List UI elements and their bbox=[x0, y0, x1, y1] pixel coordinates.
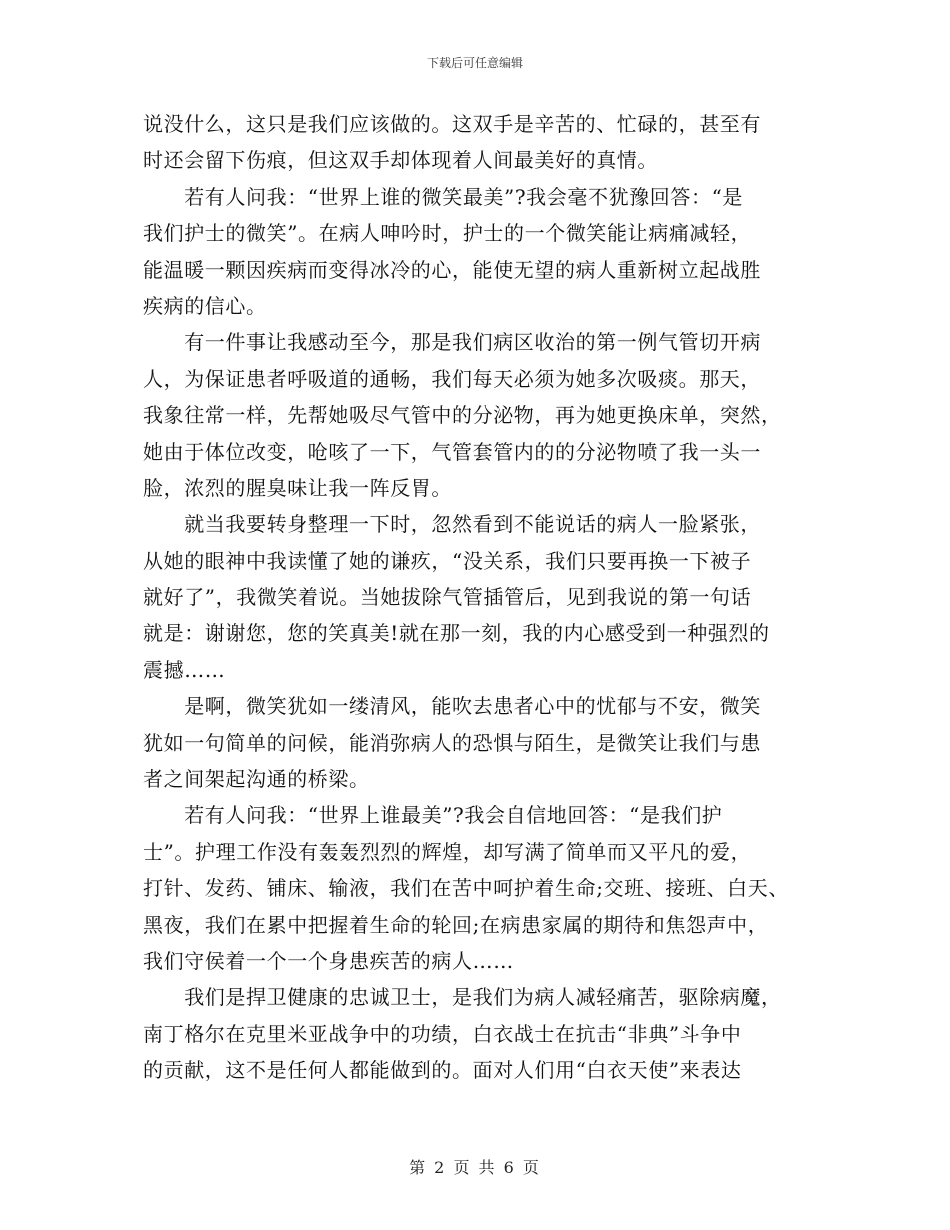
text-line: 就是：谢谢您，您的笑真美!就在那一刻，我的内心感受到一种强烈的 bbox=[143, 621, 770, 646]
text-line: 南丁格尔在克里米亚战争中的功绩，白衣战士在抗击“非典”斗争中 bbox=[143, 1021, 742, 1046]
text-line: 我们是捍卫健康的忠诚卫士，是我们为病人减轻痛苦，驱除病魔， bbox=[143, 985, 782, 1010]
text-line: 说没什么，这只是我们应该做的。这双手是辛苦的、忙碌的，甚至有 bbox=[143, 112, 761, 136]
text-line: 若有人问我：“世界上谁最美”?我会自信地回答：“是我们护 bbox=[143, 803, 723, 828]
text-line: 犹如一句简单的问候，能消弥病人的恐惧与陌生，是微笑让我们与患 bbox=[143, 730, 761, 755]
text-line: 就当我要转身整理一下时，忽然看到不能说话的病人一脸紧张， bbox=[143, 512, 761, 537]
text-line: 的贡献，这不是任何人都能做到的。面对人们用“白衣天使”来表达 bbox=[143, 1058, 742, 1083]
text-line: 者之间架起沟通的桥梁。 bbox=[143, 767, 370, 792]
text-line: 有一件事让我感动至今，那是我们病区收治的第一例气管切开病 bbox=[143, 330, 761, 355]
page-header: 下载后可任意编辑 bbox=[426, 56, 523, 70]
text-line: 若有人问我：“世界上谁的微笑最美”?我会毫不犹豫回答：“是 bbox=[143, 184, 743, 209]
text-line: 震撼…… bbox=[143, 657, 226, 682]
text-line: 士”。护理工作没有轰轰烈烈的辉煌，却写满了简单而又平凡的爱， bbox=[143, 839, 752, 864]
text-line: 是啊，微笑犹如一缕清风，能吹去患者心中的忧郁与不安，微笑 bbox=[143, 694, 761, 719]
text-line: 人，为保证患者呼吸道的通畅，我们每天必须为她多次吸痰。那天， bbox=[143, 366, 761, 391]
text-line: 疾病的信心。 bbox=[143, 293, 267, 318]
text-line: 打针、发药、铺床、输液，我们在苦中呵护着生命;交班、接班、白天、 bbox=[143, 876, 789, 901]
text-line: 黑夜，我们在累中把握着生命的轮回;在病患家属的期待和焦怨声中， bbox=[143, 912, 769, 937]
text-line: 时还会留下伤痕，但这双手却体现着人间最美好的真情。 bbox=[143, 148, 658, 173]
text-line: 能温暖一颗因疾病而变得冰冷的心，能使无望的病人重新树立起战胜 bbox=[143, 257, 761, 282]
text-line: 她由于体位改变，呛咳了一下，气管套管内的的分泌物喷了我一头一 bbox=[143, 439, 761, 464]
text-line: 从她的眼神中我读懂了她的谦疚，“没关系，我们只要再换一下被子 bbox=[143, 548, 752, 573]
body-text bbox=[143, 106, 833, 1089]
text-line: 我们守侯着一个一个身患疾苦的病人…… bbox=[143, 948, 514, 973]
text-line: 我们护士的微笑”。在病人呻吟时，护士的一个微笑能让病痛减轻， bbox=[143, 221, 752, 246]
text-line: 脸，浓烈的腥臭味让我一阵反胃。 bbox=[143, 475, 452, 500]
text-line: 我象往常一样，先帮她吸尽气管中的分泌物，再为她更换床单，突然， bbox=[143, 403, 782, 428]
text-line: 就好了”，我微笑着说。当她拔除气管插管后，见到我说的第一句话 bbox=[143, 585, 752, 610]
page-number: 第 2 页 共 6 页 bbox=[409, 1158, 541, 1177]
